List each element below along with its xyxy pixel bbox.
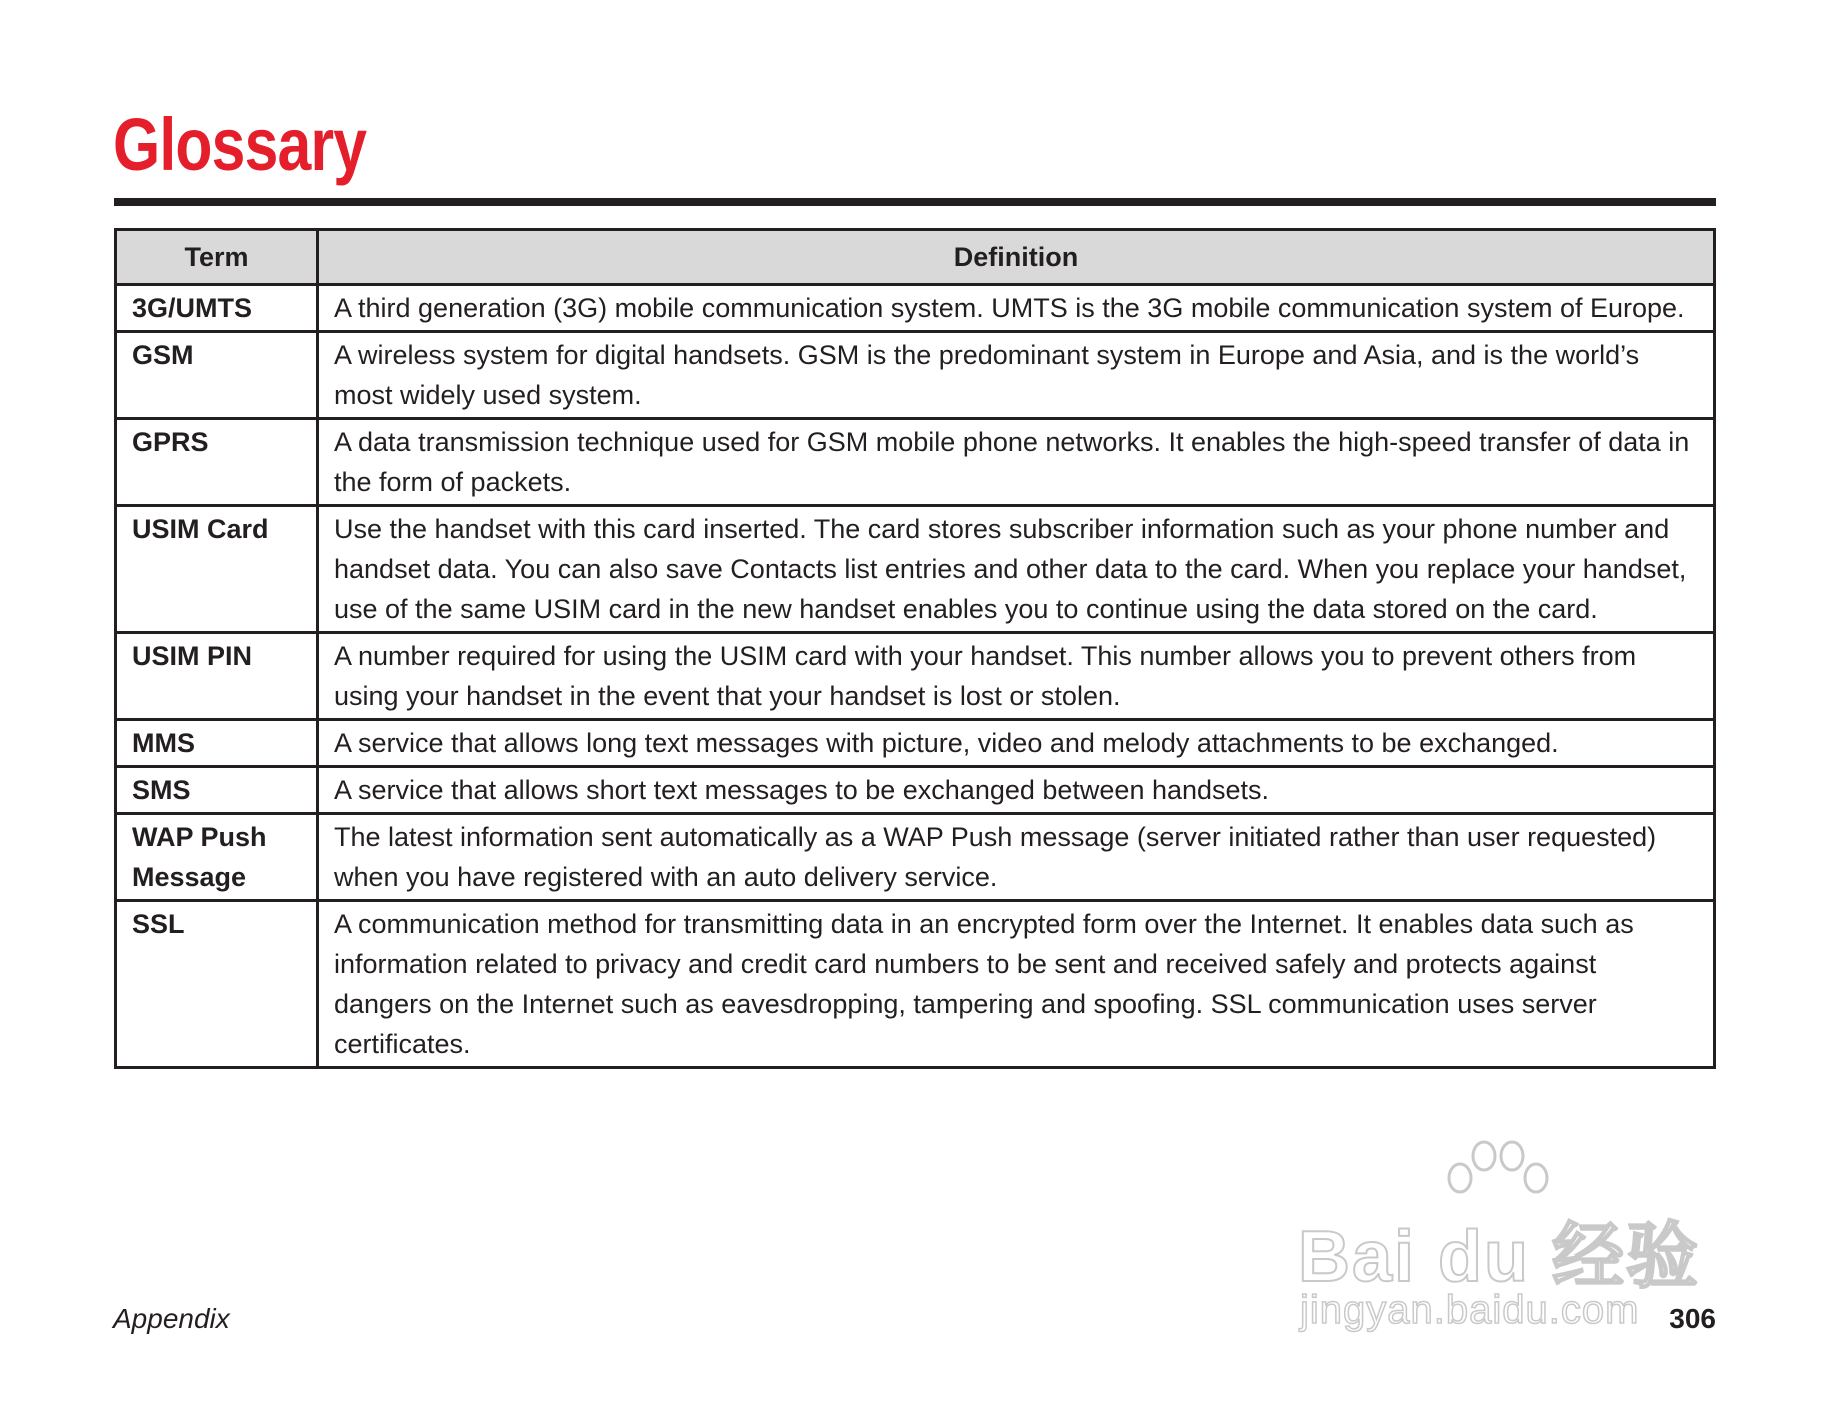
glossary-body <box>116 285 1715 1068</box>
term-cell: SSL <box>116 901 318 1068</box>
page-title: Glossary <box>113 103 367 186</box>
definition-cell: A wireless system for digital handsets. GSM is the predominant system in Europe and Asia, and is the world’s most widely used system. <box>318 332 1715 419</box>
title-rule <box>114 198 1716 206</box>
term-cell: GSM <box>116 332 318 419</box>
definition-cell: A number required for using the USIM card with your handset. This number allows you to prevent others from using your handset in the event that your handset is lost or stolen. <box>318 633 1715 720</box>
definition-cell: A service that allows short text messages to be exchanged between handsets. <box>318 767 1715 814</box>
watermark-url: jingyan.baidu.com <box>1300 1288 1640 1332</box>
definition-cell: A data transmission technique used for GSM mobile phone networks. It enables the high-speed transfer of data in the form of packets. <box>318 419 1715 506</box>
table-row <box>116 285 1715 332</box>
table-header-row <box>116 230 1715 285</box>
definition-cell: Use the handset with this card inserted. The card stores subscriber information such as your phone number and handset data. You can also save Contacts list entries and other data to the card. When you replace your handset, use of the same USIM card in the new handset enables you to continue using the data stored on the card. <box>318 506 1715 633</box>
watermark-logo-text: Bai du 经验 <box>1298 1217 1701 1297</box>
table-row <box>116 767 1715 814</box>
header-term: Term <box>116 230 318 285</box>
header-definition: Definition <box>318 230 1715 285</box>
table-row <box>116 901 1715 1068</box>
term-cell: 3G/UMTS <box>116 285 318 332</box>
paw-logo-icon <box>1438 1138 1558 1208</box>
baidu-watermark <box>1298 1138 1728 1338</box>
term-cell: USIM Card <box>116 506 318 633</box>
definition-cell: The latest information sent automatically as a WAP Push message (server initiated rather than user requested) when you have registered with an auto delivery service. <box>318 814 1715 901</box>
table-row <box>116 814 1715 901</box>
term-cell: USIM PIN <box>116 633 318 720</box>
term-cell: SMS <box>116 767 318 814</box>
definition-cell: A communication method for transmitting data in an encrypted form over the Internet. It enables data such as information related to privacy and credit card numbers to be sent and received safely and protects against dangers on the Internet such as eavesdropping, tampering and spoofing. SSL communication uses server certificates. <box>318 901 1715 1068</box>
definition-cell: A third generation (3G) mobile communication system. UMTS is the 3G mobile communication system of Europe. <box>318 285 1715 332</box>
footer-section: Appendix <box>113 1303 230 1334</box>
table-row <box>116 506 1715 633</box>
table-row <box>116 332 1715 419</box>
term-cell: MMS <box>116 720 318 767</box>
term-cell: GPRS <box>116 419 318 506</box>
table-row <box>116 633 1715 720</box>
glossary-table <box>114 228 1716 1069</box>
term-cell: WAP Push Message <box>116 814 318 901</box>
table-row <box>116 720 1715 767</box>
table-row <box>116 419 1715 506</box>
definition-cell: A service that allows long text messages with picture, video and melody attachments to be exchanged. <box>318 720 1715 767</box>
page-number: 306 <box>1669 1303 1716 1334</box>
